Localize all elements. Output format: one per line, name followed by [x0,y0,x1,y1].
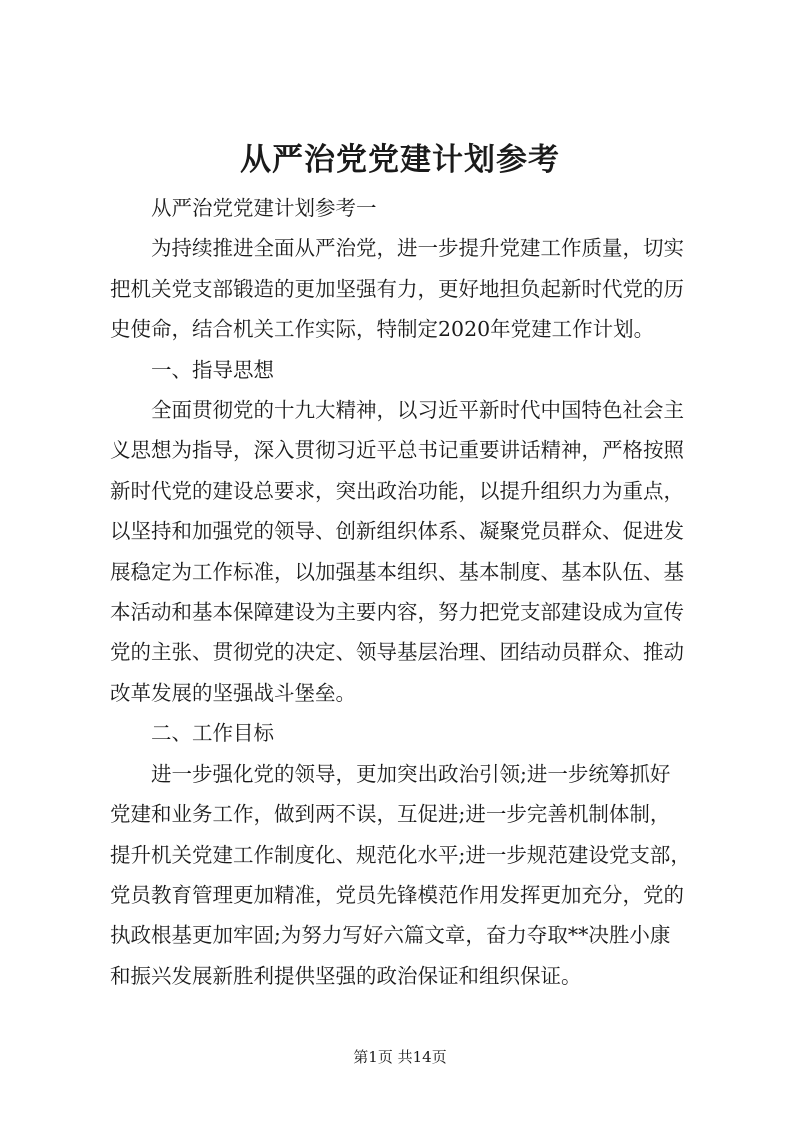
document-body [110,188,704,996]
paragraph-line: 党员教育管理更加精准，党员先锋模范作用发挥更加充分，党的 [110,882,684,907]
paragraph-line: 把机关党支部锻造的更加坚强有力，更好地担负起新时代党的历 [110,276,684,301]
paragraph-line: 新时代党的建设总要求，突出政治功能，以提升组织力为重点， [110,478,684,503]
paragraph-line: 展稳定为工作标准，以加强基本组织、基本制度、基本队伍、基 [110,559,684,584]
document-title: 从严治党党建计划参考 [240,142,560,178]
paragraph-line: 改革发展的坚强战斗堡垒。 [110,680,356,705]
paragraph-line: 本活动和基本保障建设为主要内容，努力把党支部建设成为宣传 [110,600,684,625]
paragraph-line: 史使命，结合机关工作实际，特制定2020年党建工作计划。 [110,317,655,342]
paragraph-line: 执政根基更加牢固;为努力写好六篇文章，奋力夺取**决胜小康 [110,923,671,948]
page-footer: 第1页 共14页 [353,1048,447,1066]
paragraph-line: 以坚持和加强党的领导、创新组织体系、凝聚党员群众、促进发 [110,519,684,544]
paragraph-line: 提升机关党建工作制度化、规范化水平;进一步规范建设党支部， [110,842,691,867]
paragraph-line: 二、工作目标 [151,721,274,746]
paragraph [110,188,704,228]
paragraph-line: 一、指导思想 [151,357,274,382]
paragraph-line: 从严治党党建计划参考一 [151,196,377,220]
paragraph [110,754,704,996]
paragraph-line: 为持续推进全面从严治党，进一步提升党建工作质量，切实 [151,236,684,261]
paragraph-line: 党建和业务工作，做到两不误，互促进;进一步完善机制体制， [110,802,671,827]
paragraph-line: 进一步强化党的领导，更加突出政治引领;进一步统筹抓好 [151,761,671,786]
paragraph [110,350,704,390]
paragraph-line: 和振兴发展新胜利提供坚强的政治保证和组织保证。 [110,963,582,988]
paragraph [110,228,704,349]
paragraph [110,390,704,713]
paragraph [110,713,704,753]
paragraph-line: 全面贯彻党的十九大精神，以习近平新时代中国特色社会主 [151,398,684,423]
paragraph-line: 义思想为指导，深入贯彻习近平总书记重要讲话精神，严格按照 [110,438,684,463]
paragraph-line: 党的主张、贯彻党的决定、领导基层治理、团结动员群众、推动 [110,640,684,665]
